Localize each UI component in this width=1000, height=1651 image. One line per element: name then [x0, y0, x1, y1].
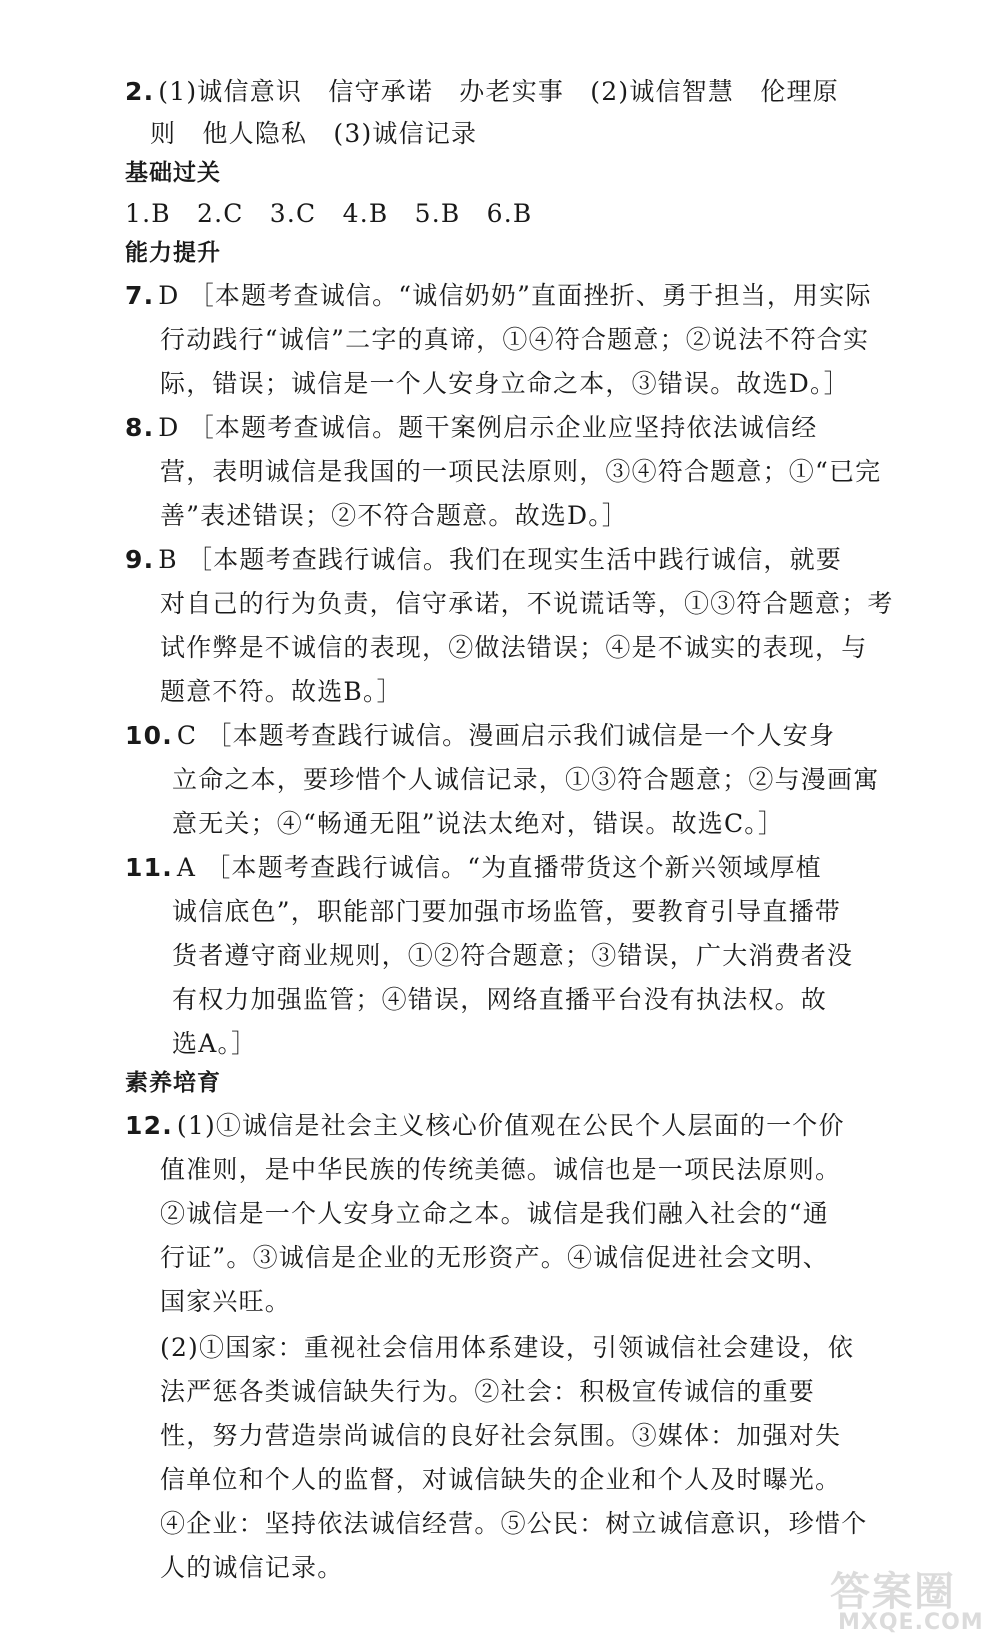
q7-line-2: 行动践行“诚信”二字的真谛，①④符合题意；②说法不符合实 — [160, 325, 870, 354]
q9-text-1: B ［本题考查践行诚信。我们在现实生活中践行诚信，就要 — [158, 545, 843, 574]
q10-number: 10. — [125, 721, 173, 750]
q8-line-3: 善”表述错误；②不符合题意。故选D。］ — [160, 501, 629, 530]
q10-line-1 — [125, 720, 835, 752]
q9-line-1 — [125, 544, 842, 576]
q2-number: 2. — [125, 77, 155, 106]
q10-text-1: C ［本题考查践行诚信。漫画启示我们诚信是一个人安身 — [176, 721, 836, 750]
site-watermark — [830, 1560, 995, 1645]
q11-line-3: 货者遵守商业规则，①②符合题意；③错误，广大消费者没 — [172, 941, 854, 970]
q10-line-2: 立命之本，要珍惜个人诚信记录，①③符合题意；②与漫画寓 — [172, 765, 880, 794]
q12-line-1 — [125, 1110, 845, 1142]
q12-part1-text-1: (1)①诚信是社会主义核心价值观在公民个人层面的一个价 — [176, 1111, 845, 1140]
q12-part2-line-5: ④企业：坚持依法诚信经营。⑤公民：树立诚信意识，珍惜个 — [160, 1509, 868, 1538]
q12-part1-line-3: ②诚信是一个人安身立命之本。诚信是我们融入社会的“通 — [160, 1199, 829, 1228]
q9-number: 9. — [125, 545, 155, 574]
q11-line-5: 选A。］ — [172, 1029, 258, 1058]
watermark-domain-text: MXQE.COM — [838, 1610, 984, 1635]
q12-part1-line-2: 值准则，是中华民族的传统美德。诚信也是一项民法原则。 — [160, 1155, 842, 1184]
q11-text-1: A ［本题考查践行诚信。“为直播带货这个新兴领域厚植 — [176, 853, 822, 882]
q7-line-3: 际，错误；诚信是一个人安身立命之本，③错误。故选D。］ — [160, 369, 850, 398]
q12-part1-line-4: 行证”。③诚信是企业的无形资产。④诚信促进社会文明、 — [160, 1243, 829, 1272]
q12-number: 12. — [125, 1111, 173, 1140]
q12-part2-line-3: 性，努力营造崇尚诚信的良好社会氛围。③媒体：加强对失 — [160, 1421, 842, 1450]
q12-part2-line-2: 法严惩各类诚信缺失行为。②社会：积极宣传诚信的重要 — [160, 1377, 816, 1406]
q8-line-2: 营，表明诚信是我国的一项民法原则，③④符合题意；①“已完 — [160, 457, 882, 486]
q7-line-1 — [125, 280, 872, 312]
q8-text-1: D ［本题考查诚信。题干案例启示企业应坚持依法诚信经 — [158, 413, 818, 442]
q9-line-3: 试作弊是不诚信的表现，②做法错误；④是不诚实的表现，与 — [160, 633, 868, 662]
basic-answers: 1.B 2.C 3.C 4.B 5.B 6.B — [125, 199, 533, 228]
watermark-logo-text: 答案圈 — [830, 1569, 956, 1615]
q7-text-1: D ［本题考查诚信。“诚信奶奶”直面挫折、勇于担当，用实际 — [158, 281, 872, 310]
q8-number: 8. — [125, 413, 155, 442]
q2-text-1: (1)诚信意识 信守承诺 办老实事 (2)诚信智慧 伦理原 — [158, 77, 839, 106]
q12-part2-line-4: 信单位和个人的监督，对诚信缺失的企业和个人及时曝光。 — [160, 1465, 842, 1494]
q9-line-4: 题意不符。故选B。］ — [160, 677, 403, 706]
q12-part2-line-1: (2)①国家：重视社会信用体系建设，引领诚信社会建设，依 — [160, 1333, 855, 1362]
q12-part2-line-6: 人的诚信记录。 — [160, 1553, 344, 1582]
section-heading-ability: 能力提升 — [125, 240, 221, 266]
q7-number: 7. — [125, 281, 155, 310]
section-heading-basic: 基础过关 — [125, 160, 221, 186]
q2-line-2: 则 他人隐私 (3)诚信记录 — [150, 119, 478, 148]
q8-line-1 — [125, 412, 818, 444]
q11-number: 11. — [125, 853, 173, 882]
q12-part1-line-5: 国家兴旺。 — [160, 1287, 292, 1316]
q11-line-2: 诚信底色”，职能部门要加强市场监管，要教育引导直播带 — [172, 897, 841, 926]
q11-line-1 — [125, 852, 822, 884]
section-heading-quality: 素养培育 — [125, 1070, 221, 1096]
q11-line-4: 有权力加强监管；④错误，网络直播平台没有执法权。故 — [172, 985, 828, 1014]
q9-line-2: 对自己的行为负责，信守承诺，不说谎话等，①③符合题意；考 — [160, 589, 894, 618]
q2-line-1 — [125, 76, 839, 108]
q10-line-3: 意无关；④“畅通无阻”说法太绝对，错误。故选C。］ — [172, 809, 785, 838]
